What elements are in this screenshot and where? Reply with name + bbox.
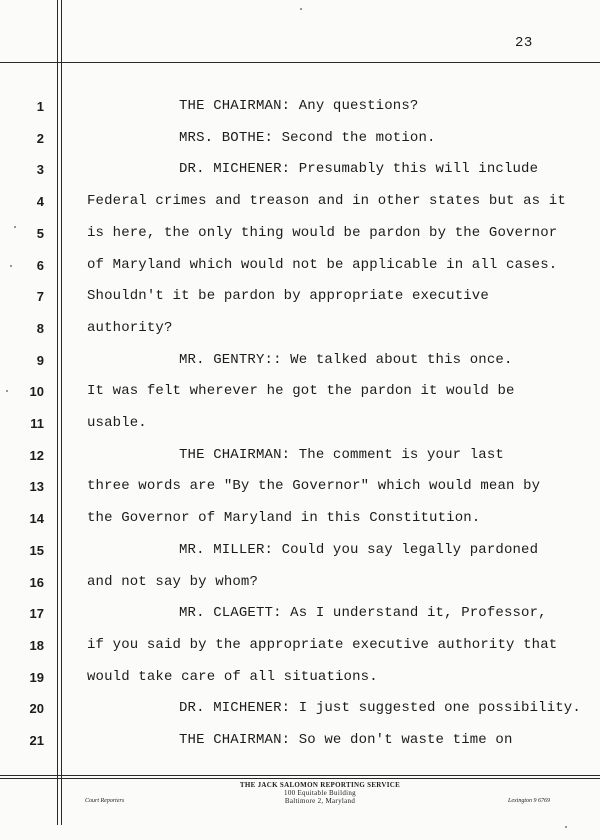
- line-number: 10: [29, 384, 44, 399]
- transcript-line: three words are "By the Governor" which would mean by: [87, 478, 541, 494]
- line-number: 8: [36, 321, 44, 336]
- line-number: 14: [29, 511, 44, 526]
- scan-speck: [10, 265, 12, 267]
- line-number: 3: [36, 162, 44, 177]
- footer-firm-name: THE JACK SALOMON REPORTING SERVICE: [239, 781, 401, 789]
- scan-speck: [300, 8, 302, 10]
- line-number: 21: [29, 733, 44, 748]
- line-number: 9: [36, 353, 44, 368]
- line-number: 18: [29, 638, 44, 653]
- transcript-line: MR. GENTRY:: We talked about this once.: [179, 352, 513, 368]
- line-number: 11: [30, 416, 44, 431]
- transcript-line: if you said by the appropriate executive authority that: [87, 637, 558, 653]
- transcript-line: THE CHAIRMAN: The comment is your last: [179, 447, 504, 463]
- transcript-line: and not say by whom?: [87, 574, 259, 590]
- transcript-line: MRS. BOTHE: Second the motion.: [179, 130, 436, 146]
- transcript-line: is here, the only thing would be pardon by the Governor: [87, 225, 558, 241]
- scan-speck: [6, 390, 8, 392]
- footer-rule: [0, 775, 600, 776]
- line-number: 7: [36, 289, 44, 304]
- footer-address-line-1: 100 Equitable Building: [284, 789, 356, 797]
- margin-rule-inner: [61, 0, 62, 825]
- line-number: 19: [29, 670, 44, 685]
- line-number: 2: [36, 131, 44, 146]
- line-number: 16: [29, 575, 44, 590]
- transcript-line: Federal crimes and treason and in other states but as it: [87, 193, 566, 209]
- line-number: 17: [29, 606, 44, 621]
- line-number: 13: [29, 479, 44, 494]
- footer-phone: Lexington 9 6769: [508, 798, 550, 804]
- line-number: 15: [29, 543, 44, 558]
- footer-firm-block: [200, 781, 440, 805]
- footer-address-line-2: Baltimore 2, Maryland: [284, 797, 356, 805]
- margin-rule-outer: [57, 0, 58, 825]
- line-number: 1: [36, 99, 44, 114]
- line-number: 5: [36, 226, 44, 241]
- transcript-line: usable.: [87, 415, 147, 431]
- scan-speck: [14, 226, 16, 228]
- transcript-line: would take care of all situations.: [87, 669, 378, 685]
- footer-rule-secondary: [0, 778, 600, 779]
- line-number: 4: [36, 194, 44, 209]
- transcript-line: the Governor of Maryland in this Constitution.: [87, 510, 481, 526]
- transcript-line: of Maryland which would not be applicable in all cases.: [87, 257, 558, 273]
- transcript-line: authority?: [87, 320, 173, 336]
- line-number: 20: [29, 701, 44, 716]
- line-number: 6: [36, 258, 44, 273]
- transcript-line: THE CHAIRMAN: Any questions?: [179, 98, 419, 114]
- transcript-line: THE CHAIRMAN: So we don't waste time on: [179, 732, 513, 748]
- page-number: 23: [515, 35, 533, 51]
- transcript-line: MR. CLAGETT: As I understand it, Professor,: [179, 605, 547, 621]
- transcript-line: DR. MICHENER: I just suggested one possibility.: [179, 700, 581, 716]
- transcript-line: MR. MILLER: Could you say legally pardoned: [179, 542, 539, 558]
- scan-speck: [565, 826, 567, 828]
- transcript-line: DR. MICHENER: Presumably this will include: [179, 161, 539, 177]
- header-rule: [0, 62, 600, 63]
- line-number: 12: [29, 448, 44, 463]
- transcript-line: Shouldn't it be pardon by appropriate executive: [87, 288, 489, 304]
- transcript-line: It was felt wherever he got the pardon it would be: [87, 383, 515, 399]
- footer-court-reporters: Court Reporters: [85, 798, 125, 804]
